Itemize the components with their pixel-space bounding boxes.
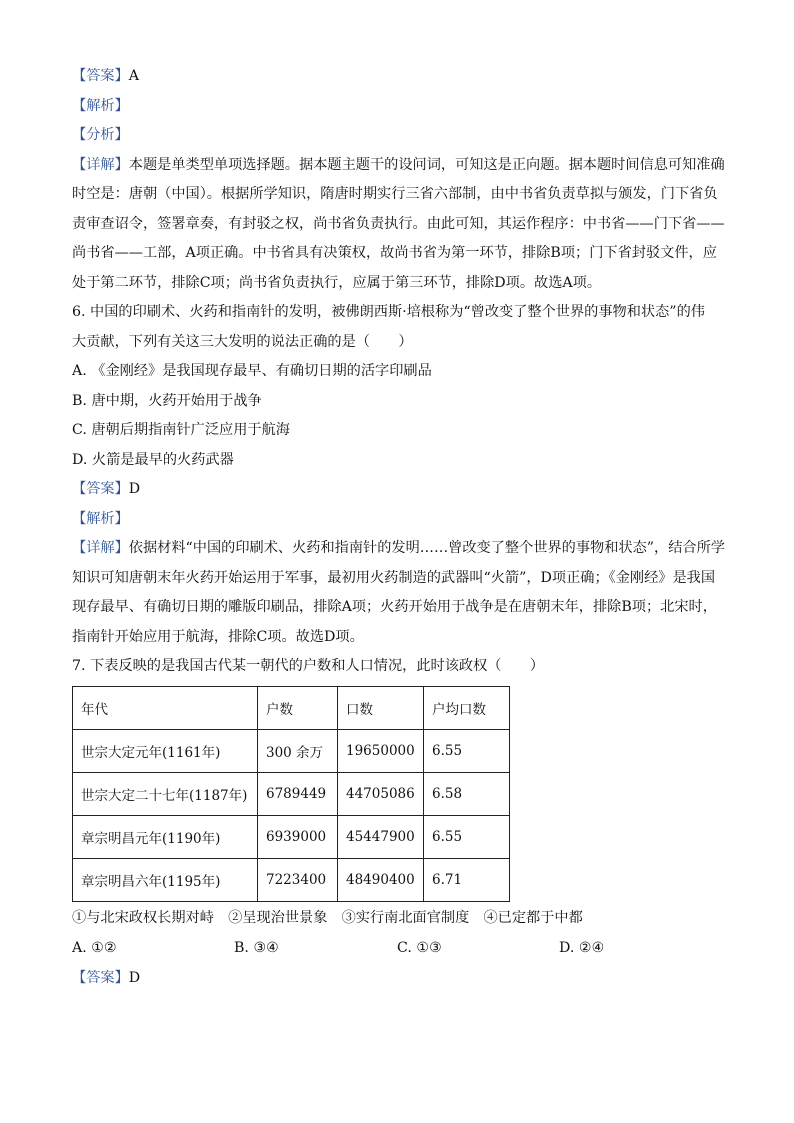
table-row — [73, 858, 510, 901]
answer-value: A — [128, 68, 140, 84]
fenxi-heading: 【分析】 — [72, 127, 129, 143]
table-cell: 6.58 — [424, 772, 510, 815]
answer-value: D — [128, 970, 141, 986]
table-cell: 章宗明昌六年(1195年) — [73, 858, 258, 901]
table-cell: 6.55 — [424, 729, 510, 772]
table-row — [73, 729, 510, 772]
table-cell: 19650000 — [338, 729, 424, 772]
detail-text: 依据材料“中国的印刷术、火药和指南针的发明……曾改变了整个世界的事物和状态”，结合所学 — [128, 540, 725, 556]
question-stem: 7. 下表反映的是我国古代某一朝代的户数和人口情况，此时该政权（ ） — [72, 658, 545, 674]
detail-line: 知识可知唐朝末年火药开始运用于军事，最初用火药制造的武器叫“火箭”，D项正确；《金刚经》是我国 — [72, 569, 716, 586]
answer-tag: 【答案】 — [72, 970, 129, 986]
table-cell: 世宗大定元年(1161年) — [73, 729, 258, 772]
option-c: C. ①③ — [397, 940, 442, 956]
table-cell: 48490400 — [338, 858, 424, 901]
answer-line — [72, 475, 722, 505]
table-cell: 章宗明昌元年(1190年) — [73, 815, 258, 858]
table-header-row — [73, 686, 510, 729]
detail-line: 现存最早、有确切日期的雕版印刷品，排除A项；火药开始用于战争是在唐朝末年，排除B项；北宋时， — [72, 599, 717, 615]
table-header: 年代 — [73, 686, 258, 729]
detail-line: 处于第二环节，排除C项；尚书省负责执行，应属于第三环节，排除D项。故选A项。 — [72, 274, 602, 291]
question-stem: 6. 中国的印刷术、火药和指南针的发明，被佛朗西斯·培根称为“曾改变了整个世界的事物和状态”的伟 — [72, 304, 705, 320]
table-cell: 44705086 — [338, 772, 424, 815]
option-row — [72, 933, 722, 964]
option-b: B. ③④ — [234, 940, 279, 956]
question-stem: 大贡献，下列有关这三大发明的说法正确的是（ ） — [72, 333, 413, 350]
table-cell: 6939000 — [258, 815, 338, 858]
detail-line: 时空是：唐朝（中国）。根据所学知识，隋唐时期实行三省六部制，由中书省负责草拟与颁发，门下省负 — [72, 186, 718, 202]
option-a: A. 《金刚经》是我国现存最早、有确切日期的活字印刷品 — [72, 363, 432, 379]
answer-line — [72, 62, 722, 92]
table-header: 户均口数 — [424, 686, 510, 729]
option-d: D. 火箭是最早的火药武器 — [72, 451, 234, 468]
option-a: A. ①② — [72, 940, 117, 956]
table-header: 口数 — [338, 686, 424, 729]
option-b: B. 唐中期，火药开始用于战争 — [72, 392, 262, 409]
detail-tag: 【详解】 — [72, 156, 129, 173]
table-cell: 6.55 — [424, 815, 510, 858]
detail-line — [72, 151, 725, 181]
detail-line: 指南针开始应用于航海，排除C项。故选D项。 — [72, 628, 364, 645]
analysis-heading: 【解析】 — [72, 97, 129, 114]
option-d: D. ②④ — [559, 940, 605, 956]
table-cell: 7223400 — [258, 858, 338, 901]
table-cell: 6.71 — [424, 858, 510, 901]
option-c: C. 唐朝后期指南针广泛应用于航海 — [72, 422, 290, 438]
detail-line: 责审查诏令，签署章奏，有封驳之权，尚书省负责执行。由此可知，其运作程序：中书省——门下省—— — [72, 215, 725, 232]
answer-line — [72, 964, 722, 994]
detail-text: 本题是单类型单项选择题。据本题主题干的设问词，可知这是正向题。据本题时间信息可知准确 — [128, 156, 725, 173]
detail-tag: 【详解】 — [72, 540, 129, 556]
table-row — [73, 772, 510, 815]
answer-tag: 【答案】 — [72, 481, 129, 497]
statement-list: ①与北宋政权长期对峙 ②呈现治世景象 ③实行南北面官制度 ④已定都于中都 — [72, 909, 583, 926]
population-table — [72, 686, 510, 902]
answer-value: D — [128, 481, 141, 497]
detail-line — [72, 534, 725, 564]
table-cell: 世宗大定二十七年(1187年) — [73, 772, 258, 815]
table-row — [73, 815, 510, 858]
table-cell: 300 余万 — [258, 729, 338, 772]
table-cell: 6789449 — [258, 772, 338, 815]
table-cell: 45447900 — [338, 815, 424, 858]
table-header: 户数 — [258, 686, 338, 729]
detail-line: 尚书省——工部，A项正确。中书省具有决策权，故尚书省为第一环节，排除B项；门下省封驳文件，应 — [72, 245, 717, 261]
answer-tag: 【答案】 — [72, 68, 129, 84]
analysis-heading: 【解析】 — [72, 510, 129, 527]
document-page — [72, 62, 725, 994]
